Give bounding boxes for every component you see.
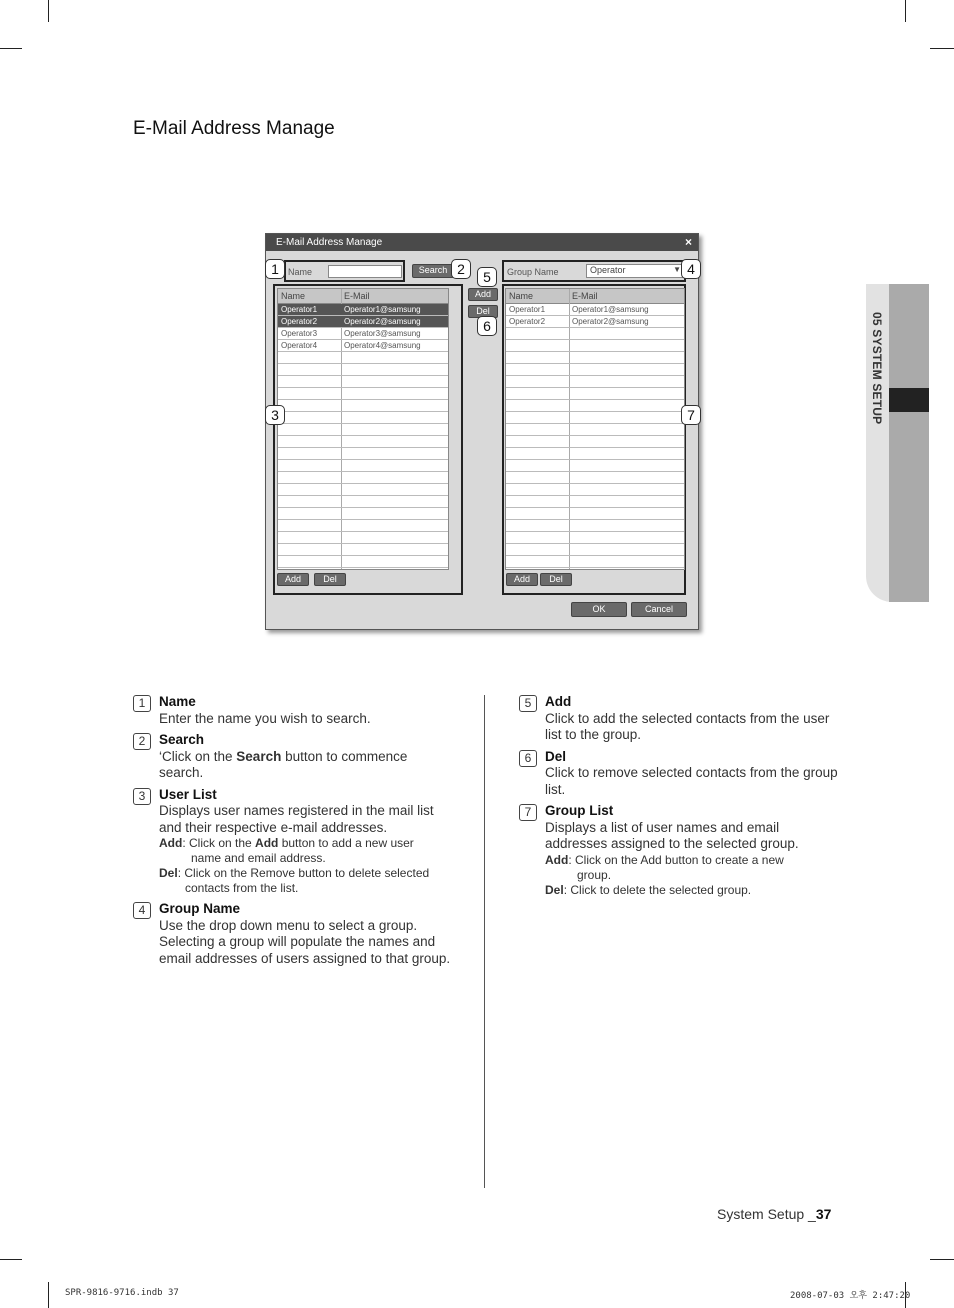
empty-row: [278, 544, 448, 556]
group-add-button[interactable]: Add: [506, 573, 538, 586]
empty-row: [506, 400, 684, 412]
callout-6: 6: [477, 316, 497, 336]
sub-text-cont: contacts from the list.: [185, 881, 299, 895]
sub-key: Del: [159, 866, 178, 880]
table-row[interactable]: [278, 304, 448, 316]
item-group-name: [133, 901, 453, 967]
item-user-list: [133, 787, 453, 897]
slug-left: SPR-9816-9716.indb 37: [65, 1288, 179, 1298]
empty-row: [278, 436, 448, 448]
callout-4: 4: [681, 259, 701, 279]
add-to-group-button[interactable]: Add: [468, 288, 498, 301]
sub-text: : Click on the Remove button to delete selected: [177, 866, 430, 880]
empty-row: [278, 364, 448, 376]
col-email: E-Mail: [572, 291, 598, 301]
empty-row: [506, 328, 684, 340]
empty-row: [506, 472, 684, 484]
page-number: 37: [815, 1206, 832, 1222]
empty-row: [278, 376, 448, 388]
item-desc: [159, 749, 453, 782]
empty-row: [506, 436, 684, 448]
item-title: Group List: [545, 803, 614, 818]
cell-email: Operator2@samsung: [344, 317, 421, 326]
table-row[interactable]: [278, 340, 448, 352]
sub-del: [159, 866, 453, 896]
footer-text: System Setup _: [717, 1206, 816, 1222]
empty-row: [278, 484, 448, 496]
sub-text: : Click on the Add button to create a new: [568, 852, 784, 867]
item-title: User List: [159, 786, 217, 802]
item-title: Group Name: [159, 901, 241, 916]
item-number: 1: [133, 695, 151, 712]
group-del-button[interactable]: Del: [540, 573, 572, 586]
cell-name: Operator1: [509, 305, 546, 314]
empty-row: [506, 448, 684, 460]
sub-text-cont: name and email address.: [191, 851, 326, 865]
section-tab-label: 05 SYSTEM SETUP: [870, 312, 884, 425]
user-list-header: [278, 289, 448, 304]
item-add: [519, 694, 839, 744]
name-label: Name: [288, 267, 313, 277]
search-button[interactable]: Search: [412, 264, 454, 278]
callout-2: 2: [451, 259, 471, 279]
item-title: Add: [545, 694, 572, 709]
crop-mark: [48, 0, 49, 22]
dialog-title: E-Mail Address Manage: [276, 237, 383, 248]
table-row[interactable]: [278, 328, 448, 340]
cell-email: Operator2@samsung: [572, 317, 649, 326]
item-del: [519, 749, 839, 799]
empty-row: [278, 412, 448, 424]
tab-marker: [889, 388, 929, 412]
sub-key: Del: [545, 882, 564, 897]
chevron-down-icon[interactable]: ▼: [673, 265, 681, 274]
ok-button[interactable]: OK: [571, 602, 627, 617]
empty-row: [506, 412, 684, 424]
crop-mark: [905, 0, 906, 22]
item-title: Search: [159, 732, 205, 747]
table-row[interactable]: [506, 316, 684, 328]
group-list-header: [506, 289, 684, 304]
crop-mark: [930, 48, 954, 49]
empty-row: [278, 520, 448, 532]
sub-text: : Click to delete the selected group.: [563, 882, 752, 897]
empty-row: [278, 448, 448, 460]
item-number: 6: [519, 750, 537, 767]
cell-name: Operator1: [281, 305, 318, 314]
empty-row: [278, 352, 448, 364]
sub-text-cont: group.: [577, 867, 612, 882]
tab-strip: [889, 284, 929, 602]
desc-bold: Search: [236, 748, 282, 764]
item-number: 3: [133, 788, 151, 805]
item-desc: Displays a list of user names and email addresses assigned to the selected group.: [545, 819, 799, 851]
item-title: Name: [159, 694, 196, 709]
cell-name: Operator4: [281, 341, 318, 350]
description-right: [519, 694, 839, 903]
empty-row: [278, 508, 448, 520]
empty-row: [506, 364, 684, 376]
table-row[interactable]: [278, 316, 448, 328]
crop-mark: [0, 1259, 22, 1260]
cell-email: Operator3@samsung: [344, 329, 421, 338]
col-name: Name: [281, 291, 306, 301]
empty-row: [506, 544, 684, 556]
item-search: [133, 732, 453, 782]
empty-row: [506, 460, 684, 472]
item-title: Del: [545, 748, 567, 764]
empty-row: [506, 556, 684, 568]
empty-row: [506, 508, 684, 520]
sub-add: [159, 836, 453, 866]
page-footer: [717, 1206, 831, 1222]
group-name-value: Operator: [590, 265, 626, 275]
empty-row: [506, 340, 684, 352]
table-row[interactable]: [506, 304, 684, 316]
item-number: 4: [133, 902, 151, 919]
cell-name: Operator2: [509, 317, 546, 326]
user-del-button[interactable]: Del: [314, 573, 346, 586]
cell-name: Operator2: [281, 317, 318, 326]
empty-row: [278, 460, 448, 472]
item-group-list: [519, 803, 839, 898]
column-divider: [484, 695, 485, 1188]
empty-row: [506, 352, 684, 364]
email-manage-dialog: [265, 233, 699, 630]
item-desc: Displays user names registered in the mail list and their respective e-mail addresses.: [159, 803, 434, 835]
sub-add: [545, 853, 839, 883]
empty-row: [506, 520, 684, 532]
empty-row: [506, 532, 684, 544]
crop-mark: [48, 1282, 49, 1308]
item-desc: Enter the name you wish to search.: [159, 710, 371, 726]
empty-row: [278, 556, 448, 568]
item-name: [133, 694, 453, 727]
callout-5: 5: [477, 267, 497, 287]
desc-text: ‘Click on the: [159, 748, 237, 764]
item-desc: Click to remove selected contacts from the group list.: [545, 765, 838, 797]
name-input[interactable]: [328, 265, 402, 278]
crop-mark: [930, 1259, 954, 1260]
sub-key: Add: [545, 852, 569, 867]
cell-email: Operator1@samsung: [572, 305, 649, 314]
item-desc: Click to add the selected contacts from the user list to the group.: [545, 710, 830, 742]
user-add-button[interactable]: Add: [277, 573, 309, 586]
callout-3: 3: [265, 405, 285, 425]
slug-right: 2008-07-03 오후 2:47:20: [790, 1291, 911, 1301]
close-icon[interactable]: ×: [684, 235, 692, 249]
cell-email: Operator4@samsung: [344, 341, 421, 350]
group-name-label: Group Name: [507, 267, 559, 277]
sub-del: [545, 883, 839, 898]
empty-row: [506, 484, 684, 496]
cancel-button[interactable]: Cancel: [631, 602, 687, 617]
dialog-titlebar: [266, 234, 698, 251]
remove-from-group-button[interactable]: Del: [468, 305, 498, 318]
empty-row: [506, 388, 684, 400]
item-number: 5: [519, 695, 537, 712]
empty-row: [278, 496, 448, 508]
sub-key: Add: [159, 836, 183, 850]
col-email: E-Mail: [344, 291, 370, 301]
cell-email: Operator1@samsung: [344, 305, 421, 314]
group-name-select[interactable]: [586, 264, 684, 278]
user-list[interactable]: [277, 288, 449, 570]
callout-7: 7: [681, 405, 701, 425]
col-name: Name: [509, 291, 534, 301]
callout-1: 1: [265, 259, 285, 279]
item-number: 2: [133, 733, 151, 750]
description-left: [133, 694, 453, 972]
group-list[interactable]: [505, 288, 685, 570]
empty-row: [278, 472, 448, 484]
crop-mark: [0, 48, 22, 49]
desc-text: button to commence search.: [159, 748, 408, 780]
sub-text: : Click on the: [182, 836, 256, 850]
sub-text: button to add a new user: [278, 836, 414, 850]
item-desc: Use the drop down menu to select a group. Selecting a group will populate the names and email addresses of users assigned to that group.: [159, 917, 451, 966]
empty-row: [506, 496, 684, 508]
section-tab[interactable]: [866, 284, 929, 602]
item-number: 7: [519, 804, 537, 821]
empty-row: [278, 424, 448, 436]
page-title: E-Mail Address Manage: [133, 118, 335, 139]
sub-bold: Add: [255, 836, 279, 850]
cell-name: Operator3: [281, 329, 318, 338]
empty-row: [278, 400, 448, 412]
empty-row: [278, 532, 448, 544]
empty-row: [506, 376, 684, 388]
empty-row: [278, 388, 448, 400]
empty-row: [506, 424, 684, 436]
